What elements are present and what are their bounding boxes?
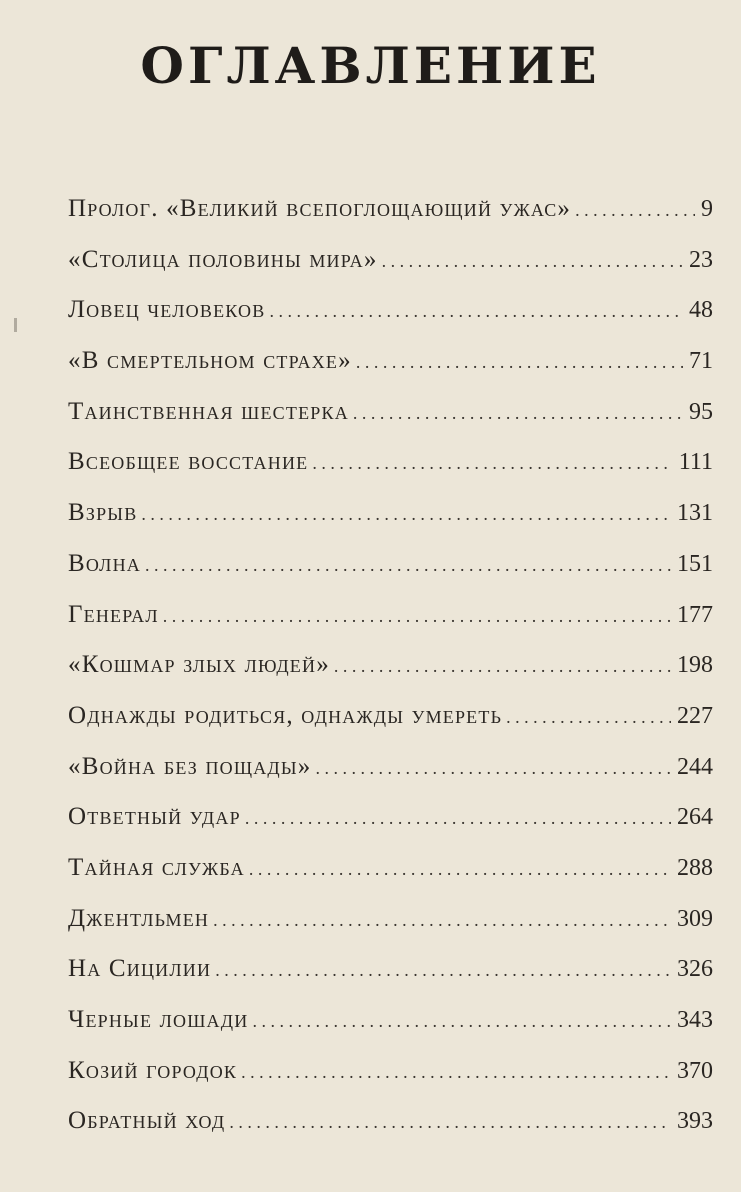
toc-entry-page: 95 xyxy=(689,398,713,425)
toc-entry-page: 23 xyxy=(689,246,713,273)
toc-entry-title: Пролог. «Великий всепоглощающий ужас» xyxy=(68,195,572,222)
dot-leader xyxy=(382,246,683,276)
toc-entry-title: Черные лошади xyxy=(68,1006,249,1033)
toc-entry xyxy=(68,802,713,853)
toc-entry-page: 326 xyxy=(677,956,713,983)
toc-entry xyxy=(68,1005,713,1056)
toc-entry xyxy=(68,498,713,549)
toc-entry xyxy=(68,1106,713,1157)
toc-entry-page: 177 xyxy=(677,601,713,628)
toc-entry-page: 288 xyxy=(677,854,713,881)
dot-leader xyxy=(245,803,671,833)
dot-leader xyxy=(252,1006,671,1036)
toc-entry-title: Всеобщее восстание xyxy=(68,448,309,476)
toc-entry xyxy=(68,904,713,955)
toc-entry-title: Козий городок xyxy=(68,1056,238,1084)
toc-entry-title: Ответный удар xyxy=(68,803,241,831)
dot-leader xyxy=(353,398,683,428)
toc-entry-page: 309 xyxy=(677,905,713,932)
toc-entry-page: 343 xyxy=(677,1007,713,1033)
toc-entry-page: 151 xyxy=(677,550,713,577)
paper-smudge xyxy=(14,318,17,332)
toc-entry xyxy=(68,701,713,752)
dot-leader xyxy=(141,499,671,529)
toc-entry-page: 393 xyxy=(677,1108,713,1135)
toc-entry-title: На Сицилии xyxy=(68,955,212,983)
dot-leader xyxy=(312,448,672,478)
dot-leader xyxy=(269,296,683,326)
toc-entry-page: 131 xyxy=(677,500,713,527)
toc-entry-page: 71 xyxy=(689,348,713,375)
toc-entry xyxy=(68,853,713,904)
toc-entry xyxy=(68,447,713,498)
dot-leader xyxy=(334,651,671,681)
toc-entry-page: 198 xyxy=(677,652,713,679)
toc-entry-title: Таинственная шестерка xyxy=(68,397,349,425)
dot-leader xyxy=(213,905,671,935)
toc-entry-title: Ловец человеков xyxy=(68,296,266,324)
dot-leader xyxy=(241,1057,671,1087)
dot-leader xyxy=(356,347,683,377)
toc-entry-page: 48 xyxy=(689,297,713,324)
table-of-contents xyxy=(68,194,713,1157)
toc-entry-title: Обратный ход xyxy=(68,1107,226,1135)
toc-entry xyxy=(68,954,713,1005)
dot-leader xyxy=(215,955,671,985)
toc-entry xyxy=(68,245,713,296)
toc-entry xyxy=(68,295,713,346)
toc-entry-title: Генерал xyxy=(68,600,159,628)
dot-leader xyxy=(145,550,671,580)
toc-entry-page: 244 xyxy=(677,753,713,780)
toc-entry-page: 370 xyxy=(677,1057,713,1084)
toc-entry xyxy=(68,194,713,245)
toc-entry-page: 264 xyxy=(677,804,713,831)
toc-entry xyxy=(68,752,713,803)
toc-entry xyxy=(68,650,713,701)
toc-entry-title: Взрыв xyxy=(68,499,138,527)
toc-entry-page: 111 xyxy=(678,449,713,476)
toc-entry-title: Тайная служба xyxy=(68,853,245,881)
toc-entry-title: Волна xyxy=(68,549,141,577)
dot-leader xyxy=(506,702,671,732)
dot-leader xyxy=(575,195,695,225)
toc-entry xyxy=(68,1056,713,1107)
page-title: ОГЛАВЛЕНИЕ xyxy=(140,36,601,95)
toc-entry-page: 227 xyxy=(677,702,713,729)
toc-entry-title: Однажды родиться, однажды умереть xyxy=(68,701,503,729)
toc-entry xyxy=(68,600,713,651)
toc-entry-title: «Столица половины мира» xyxy=(68,245,378,273)
toc-entry-title: «Кошмар злых людей» xyxy=(68,651,330,679)
dot-leader xyxy=(163,601,671,631)
toc-entry xyxy=(68,397,713,448)
toc-entry-title: «Война без пощады» xyxy=(68,752,312,780)
toc-entry-title: «В смертельном страхе» xyxy=(68,347,352,375)
dot-leader xyxy=(229,1107,671,1137)
toc-entry xyxy=(68,346,713,397)
dot-leader xyxy=(249,854,671,884)
dot-leader xyxy=(315,753,671,783)
toc-entry-title: Джентльмен xyxy=(68,904,210,932)
toc-entry-page: 9 xyxy=(701,196,713,222)
toc-entry xyxy=(68,549,713,600)
